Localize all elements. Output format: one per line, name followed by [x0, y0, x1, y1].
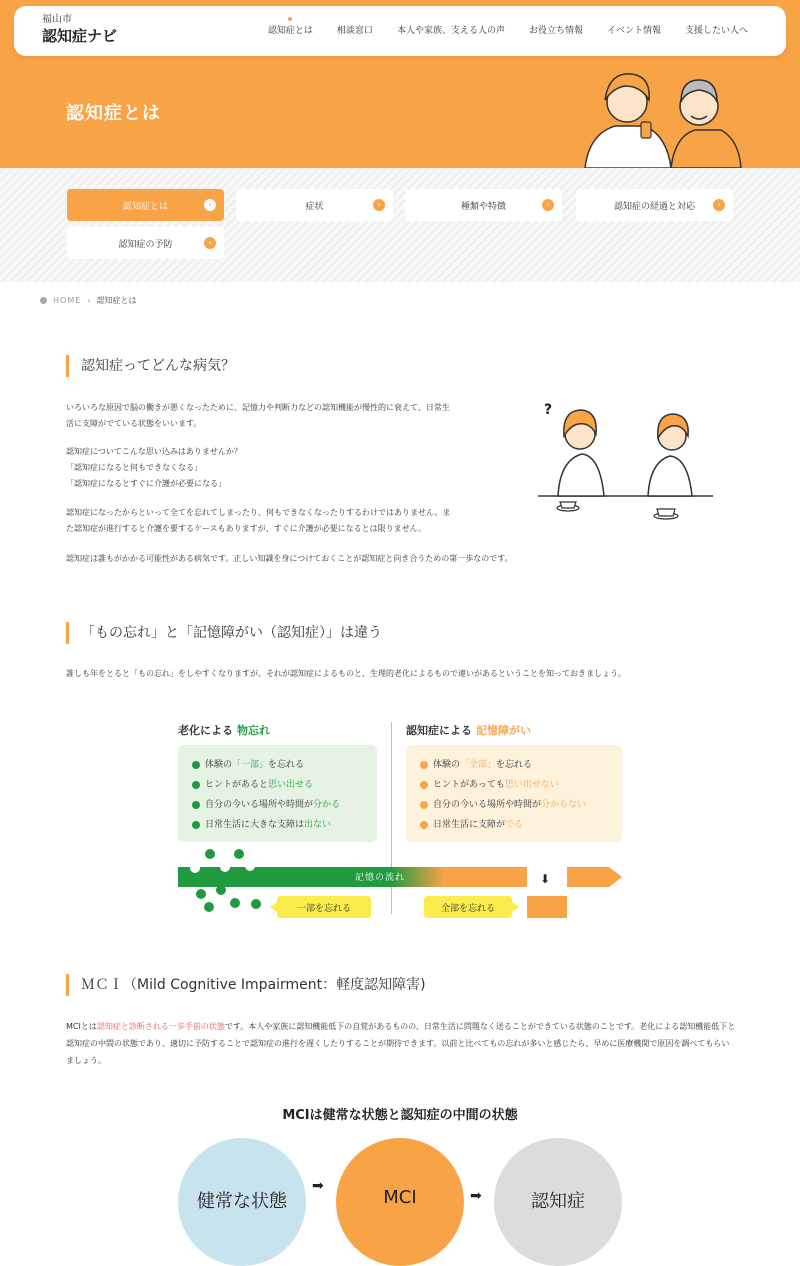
- section-heading-what: 認知症ってどんな病気？: [66, 355, 235, 377]
- memory-flow-end: [567, 867, 609, 887]
- subnav-band: [0, 168, 800, 282]
- item-text: を忘れる: [496, 760, 533, 770]
- memory-dot: [196, 889, 206, 899]
- memory-flow-gradient: [390, 867, 527, 887]
- list-item: [192, 795, 377, 815]
- memory-dot: [234, 849, 244, 859]
- item-text: 自分の今いる場所や時間が: [433, 800, 542, 810]
- tag-partial-forget: 一部を忘れる: [277, 896, 371, 918]
- memory-dot: [190, 863, 200, 873]
- paragraph: 認知症は誰もがかかる可能性がある病気です。正しい知識を身につけておくことが認知症と向き合うための第一歩なのです。: [66, 554, 513, 563]
- list-item: [192, 815, 377, 835]
- mci-paragraph: [66, 1018, 736, 1069]
- item-text: 体験の: [433, 760, 461, 770]
- list-item: [192, 755, 377, 775]
- site-logo[interactable]: [42, 14, 117, 46]
- section-heading-difference: 「もの忘れ」と「記憶障がい（認知症）」は違う: [66, 622, 382, 644]
- subnav-symptoms[interactable]: [236, 189, 393, 221]
- circle-label-healthy: 健常な状態: [197, 1191, 287, 1212]
- text-line: 認知症についてこんな思い込みはありませんか？: [66, 447, 242, 456]
- memory-dot: [230, 898, 240, 908]
- subnav-prevention[interactable]: [67, 227, 224, 259]
- paragraph: [66, 400, 450, 432]
- item-highlight: 出ない: [304, 820, 332, 830]
- hero-banner: [0, 0, 800, 168]
- item-highlight: でる: [505, 820, 524, 830]
- text-span: です。本人や家族に認知機能低下の自覚があるものの、日常生活に問題なく送ることができている状態のことです。老化による認知機能低下と認知症の中間の状態であり、適切に予防することで認知症の進行を遅くしたりすることが期待できます。以前と比べてもの忘れが多いと感じたら、早めに医療機関で原因を調べてもらいましょう。: [66, 1022, 736, 1065]
- bullet-dot-icon: [420, 761, 428, 769]
- title-text: 老化による: [178, 724, 233, 737]
- nav-item-consult[interactable]: 相談窓口: [336, 26, 373, 36]
- mci-subheading: MCIは健常な状態と認知症の中間の状態: [282, 1108, 518, 1123]
- memory-dot: [204, 902, 214, 912]
- nav-item-about[interactable]: 認知症とは: [256, 23, 325, 36]
- memory-dot: [205, 849, 215, 859]
- item-highlight: 「一部」: [232, 760, 269, 770]
- title-highlight: 物忘れ: [237, 724, 270, 737]
- chevron-right-icon: ›: [204, 199, 216, 211]
- home-dot-icon: [40, 297, 47, 304]
- global-nav: [256, 23, 760, 36]
- memory-dot: [220, 862, 230, 872]
- item-highlight: 「全部」: [460, 760, 497, 770]
- title-highlight: 記憶障がい: [476, 724, 531, 737]
- section2-intro: 誰しも年をとると「もの忘れ」をしやすくなりますが、それが認知症によるものと、生理的老化によるもので違いがあるということを知っておきましょう。: [66, 669, 626, 678]
- bullet-dot-icon: [420, 781, 428, 789]
- text-line: 認知症になったからといって全てを忘れてしまったり、何もできなくなったりするわけではありません。ま: [66, 508, 451, 517]
- subnav-types[interactable]: [405, 189, 562, 221]
- breadcrumb-current: 認知症とは: [96, 296, 137, 305]
- site-header: [14, 6, 786, 56]
- item-text: 自分の今いる場所や時間が: [205, 800, 314, 810]
- subnav-progress[interactable]: [576, 189, 733, 221]
- nav-item-events[interactable]: イベント情報: [606, 26, 661, 36]
- item-text: を忘れる: [268, 760, 305, 770]
- text-line: いろいろな原因で脳の働きが悪くなったために、記憶力や判断力などの認知機能が慢性的に衰えて、日常生: [66, 403, 450, 412]
- list-item: [420, 815, 622, 835]
- bullet-dot-icon: [192, 821, 200, 829]
- logo-city: 福山市: [42, 14, 72, 25]
- text-line: た認知症が進行すると介護を要するケースもありますが、すぐに介護が必要になるとは限りません。: [66, 524, 427, 533]
- dementia-list: [406, 745, 622, 842]
- subnav-about[interactable]: [67, 189, 224, 221]
- list-item: [192, 775, 377, 795]
- bullet-dot-icon: [192, 781, 200, 789]
- chevron-right-icon: ›: [713, 199, 725, 211]
- text-span: MCIとは: [66, 1022, 97, 1031]
- chevron-right-icon: ›: [87, 296, 91, 305]
- breadcrumb: [40, 295, 136, 306]
- nav-item-info[interactable]: お役立ち情報: [528, 26, 583, 36]
- page-title: 認知症とは: [66, 103, 161, 124]
- memory-gap-block: [527, 896, 567, 918]
- item-text: 体験の: [205, 760, 233, 770]
- couple-illustration-icon: [575, 64, 745, 168]
- item-highlight: 分かる: [313, 800, 341, 810]
- svg-text:?: ?: [544, 402, 553, 418]
- compare-title-aging: [178, 722, 270, 738]
- chevron-right-icon: ›: [373, 199, 385, 211]
- item-text: ヒントがあると: [205, 780, 269, 790]
- text-line: 活に支障がでている状態をいいます。: [66, 419, 202, 428]
- circle-label-dementia: 認知症: [531, 1191, 585, 1212]
- text-highlight: 認知症と診断される一歩手前の状態: [96, 1022, 225, 1031]
- nav-item-support[interactable]: 支援したい人へ: [684, 26, 748, 36]
- subnav-label: 症状: [305, 201, 324, 212]
- flow-arrow-icon: [609, 867, 622, 887]
- subnav-label: 認知症の経過と対応: [613, 201, 695, 212]
- bullet-dot-icon: [420, 801, 428, 809]
- aging-list: [178, 745, 377, 842]
- item-text: ヒントがあっても: [433, 780, 505, 790]
- tag-total-forget: 全部を忘れる: [424, 896, 512, 918]
- breadcrumb-home[interactable]: HOME: [53, 296, 82, 305]
- list-item: [420, 795, 622, 815]
- list-item: [420, 755, 622, 775]
- text-line: 「認知症になると何もできなくなる」: [66, 463, 202, 472]
- item-highlight: 思い出せない: [504, 780, 559, 790]
- paragraph: [66, 444, 242, 492]
- chevron-right-icon: ›: [204, 237, 216, 249]
- logo-name: 認知症ナビ: [42, 27, 118, 45]
- circle-label-mci: MCI: [383, 1187, 417, 1208]
- bullet-dot-icon: [192, 761, 200, 769]
- nav-item-voices[interactable]: 本人や家族、支える人の声: [396, 26, 505, 36]
- item-text: 日常生活に支障が: [433, 820, 506, 830]
- paragraph: [66, 505, 450, 537]
- title-text: 認知症による: [406, 724, 472, 737]
- arrow-right-icon: ➡: [312, 1178, 324, 1194]
- chevron-right-icon: ›: [542, 199, 554, 211]
- arrow-down-icon: ⬇: [540, 872, 551, 886]
- two-women-talking-illustration-icon: [538, 396, 713, 526]
- memory-flow-label: 記憶の流れ: [355, 873, 406, 883]
- text-line: 「認知症になるとすぐに介護が必要になる」: [66, 479, 226, 488]
- subnav-label: 認知症の予防: [118, 239, 173, 250]
- memory-dot: [245, 861, 255, 871]
- bullet-dot-icon: [192, 801, 200, 809]
- item-text: 日常生活に大きな支障は: [205, 820, 305, 830]
- list-item: [420, 775, 622, 795]
- bullet-dot-icon: [420, 821, 428, 829]
- item-highlight: 思い出せる: [268, 780, 314, 790]
- subnav-label: 認知症とは: [122, 201, 168, 212]
- section-heading-mci: ＭＣＩ（Mild Cognitive Impairment：軽度認知障害): [66, 974, 426, 996]
- arrow-right-icon: ➡: [470, 1188, 482, 1204]
- subnav-label: 種類や特徴: [460, 201, 506, 212]
- item-highlight: 分からない: [541, 800, 587, 810]
- memory-dot: [216, 885, 226, 895]
- memory-dot: [251, 899, 261, 909]
- compare-title-dementia: [406, 722, 531, 738]
